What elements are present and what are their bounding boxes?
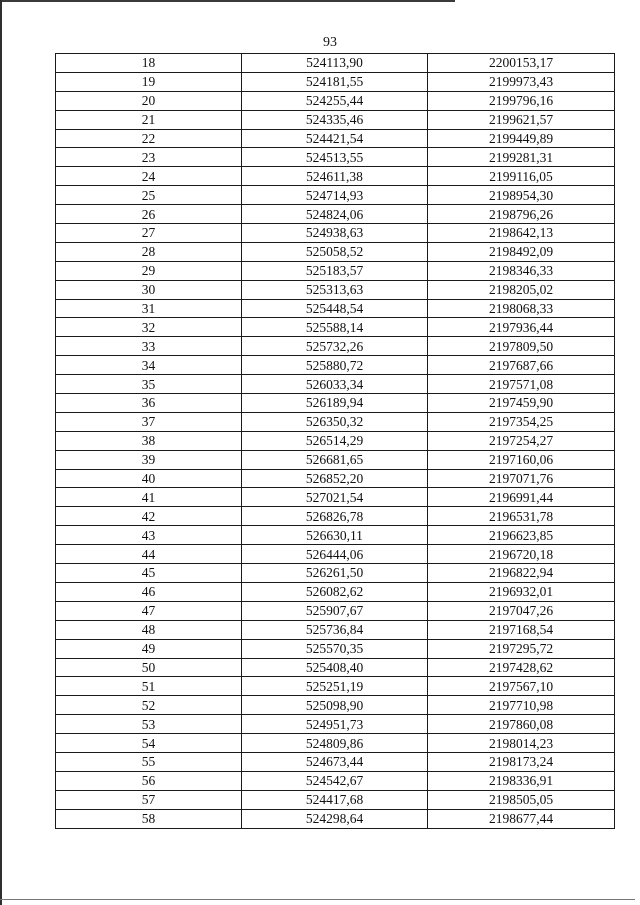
- point-number-cell: 28: [56, 242, 242, 261]
- table-row: [56, 752, 615, 771]
- table-row: [56, 601, 615, 620]
- y-coordinate-cell: 2198954,30: [428, 186, 615, 205]
- x-coordinate-cell: 526681,65: [242, 450, 428, 469]
- coordinates-table: [55, 53, 615, 829]
- table-row: [56, 224, 615, 243]
- table-row: [56, 450, 615, 469]
- table-row: [56, 620, 615, 639]
- table-row: [56, 299, 615, 318]
- table-row: [56, 431, 615, 450]
- point-number-cell: 58: [56, 809, 242, 828]
- point-number-cell: 34: [56, 356, 242, 375]
- y-coordinate-cell: 2200153,17: [428, 54, 615, 73]
- y-coordinate-cell: 2197687,66: [428, 356, 615, 375]
- table-row: [56, 356, 615, 375]
- point-number-cell: 31: [56, 299, 242, 318]
- table-row: [56, 72, 615, 91]
- y-coordinate-cell: 2197295,72: [428, 639, 615, 658]
- x-coordinate-cell: 525313,63: [242, 280, 428, 299]
- y-coordinate-cell: 2198677,44: [428, 809, 615, 828]
- y-coordinate-cell: 2199281,31: [428, 148, 615, 167]
- x-coordinate-cell: 524611,38: [242, 167, 428, 186]
- x-coordinate-cell: 524335,46: [242, 110, 428, 129]
- x-coordinate-cell: 525251,19: [242, 677, 428, 696]
- coordinates-table-body: [56, 54, 615, 829]
- table-row: [56, 658, 615, 677]
- point-number-cell: 49: [56, 639, 242, 658]
- y-coordinate-cell: 2199621,57: [428, 110, 615, 129]
- y-coordinate-cell: 2198336,91: [428, 771, 615, 790]
- point-number-cell: 53: [56, 715, 242, 734]
- x-coordinate-cell: 524298,64: [242, 809, 428, 828]
- x-coordinate-cell: 525570,35: [242, 639, 428, 658]
- y-coordinate-cell: 2197459,90: [428, 394, 615, 413]
- y-coordinate-cell: 2197710,98: [428, 696, 615, 715]
- y-coordinate-cell: 2198492,09: [428, 242, 615, 261]
- x-coordinate-cell: 527021,54: [242, 488, 428, 507]
- y-coordinate-cell: 2199116,05: [428, 167, 615, 186]
- point-number-cell: 47: [56, 601, 242, 620]
- x-coordinate-cell: 525736,84: [242, 620, 428, 639]
- x-coordinate-cell: 524181,55: [242, 72, 428, 91]
- x-coordinate-cell: 524809,86: [242, 734, 428, 753]
- y-coordinate-cell: 2196531,78: [428, 507, 615, 526]
- table-row: [56, 167, 615, 186]
- point-number-cell: 19: [56, 72, 242, 91]
- y-coordinate-cell: 2197571,08: [428, 375, 615, 394]
- point-number-cell: 21: [56, 110, 242, 129]
- x-coordinate-cell: 524824,06: [242, 205, 428, 224]
- table-row: [56, 696, 615, 715]
- point-number-cell: 54: [56, 734, 242, 753]
- table-row: [56, 582, 615, 601]
- table-row: [56, 91, 615, 110]
- y-coordinate-cell: 2197354,25: [428, 412, 615, 431]
- table-row: [56, 734, 615, 753]
- x-coordinate-cell: 525588,14: [242, 318, 428, 337]
- point-number-cell: 48: [56, 620, 242, 639]
- point-number-cell: 38: [56, 431, 242, 450]
- point-number-cell: 25: [56, 186, 242, 205]
- point-number-cell: 56: [56, 771, 242, 790]
- point-number-cell: 44: [56, 545, 242, 564]
- point-number-cell: 26: [56, 205, 242, 224]
- table-row: [56, 394, 615, 413]
- point-number-cell: 42: [56, 507, 242, 526]
- x-coordinate-cell: 524542,67: [242, 771, 428, 790]
- x-coordinate-cell: 524417,68: [242, 790, 428, 809]
- x-coordinate-cell: 526350,32: [242, 412, 428, 431]
- table-row: [56, 205, 615, 224]
- table-row: [56, 488, 615, 507]
- point-number-cell: 51: [56, 677, 242, 696]
- x-coordinate-cell: 525408,40: [242, 658, 428, 677]
- x-coordinate-cell: 526630,11: [242, 526, 428, 545]
- table-row: [56, 148, 615, 167]
- y-coordinate-cell: 2197567,10: [428, 677, 615, 696]
- table-row: [56, 280, 615, 299]
- point-number-cell: 24: [56, 167, 242, 186]
- point-number-cell: 39: [56, 450, 242, 469]
- y-coordinate-cell: 2197809,50: [428, 337, 615, 356]
- y-coordinate-cell: 2198068,33: [428, 299, 615, 318]
- table-row: [56, 790, 615, 809]
- y-coordinate-cell: 2196991,44: [428, 488, 615, 507]
- y-coordinate-cell: 2197047,26: [428, 601, 615, 620]
- table-row: [56, 412, 615, 431]
- scan-edge-bottom: [0, 899, 635, 900]
- table-row: [56, 186, 615, 205]
- point-number-cell: 30: [56, 280, 242, 299]
- x-coordinate-cell: 526189,94: [242, 394, 428, 413]
- point-number-cell: 46: [56, 582, 242, 601]
- x-coordinate-cell: 526033,34: [242, 375, 428, 394]
- table-row: [56, 809, 615, 828]
- x-coordinate-cell: 525448,54: [242, 299, 428, 318]
- point-number-cell: 52: [56, 696, 242, 715]
- y-coordinate-cell: 2198205,02: [428, 280, 615, 299]
- x-coordinate-cell: 524255,44: [242, 91, 428, 110]
- point-number-cell: 35: [56, 375, 242, 394]
- y-coordinate-cell: 2196720,18: [428, 545, 615, 564]
- y-coordinate-cell: 2197071,76: [428, 469, 615, 488]
- point-number-cell: 22: [56, 129, 242, 148]
- y-coordinate-cell: 2196623,85: [428, 526, 615, 545]
- table-row: [56, 242, 615, 261]
- y-coordinate-cell: 2198642,13: [428, 224, 615, 243]
- y-coordinate-cell: 2197254,27: [428, 431, 615, 450]
- y-coordinate-cell: 2199973,43: [428, 72, 615, 91]
- x-coordinate-cell: 525098,90: [242, 696, 428, 715]
- point-number-cell: 43: [56, 526, 242, 545]
- y-coordinate-cell: 2197168,54: [428, 620, 615, 639]
- point-number-cell: 23: [56, 148, 242, 167]
- y-coordinate-cell: 2196822,94: [428, 564, 615, 583]
- table-row: [56, 129, 615, 148]
- table-row: [56, 337, 615, 356]
- point-number-cell: 45: [56, 564, 242, 583]
- scan-edge-left: [0, 0, 2, 905]
- table-row: [56, 54, 615, 73]
- table-row: [56, 564, 615, 583]
- x-coordinate-cell: 526514,29: [242, 431, 428, 450]
- point-number-cell: 27: [56, 224, 242, 243]
- y-coordinate-cell: 2199796,16: [428, 91, 615, 110]
- point-number-cell: 55: [56, 752, 242, 771]
- y-coordinate-cell: 2198014,23: [428, 734, 615, 753]
- y-coordinate-cell: 2198346,33: [428, 261, 615, 280]
- point-number-cell: 29: [56, 261, 242, 280]
- x-coordinate-cell: 525058,52: [242, 242, 428, 261]
- point-number-cell: 37: [56, 412, 242, 431]
- x-coordinate-cell: 525907,67: [242, 601, 428, 620]
- table-row: [56, 771, 615, 790]
- y-coordinate-cell: 2198173,24: [428, 752, 615, 771]
- point-number-cell: 20: [56, 91, 242, 110]
- table-row: [56, 639, 615, 658]
- x-coordinate-cell: 526444,06: [242, 545, 428, 564]
- table-row: [56, 715, 615, 734]
- table-row: [56, 507, 615, 526]
- table-row: [56, 677, 615, 696]
- x-coordinate-cell: 524938,63: [242, 224, 428, 243]
- y-coordinate-cell: 2198796,26: [428, 205, 615, 224]
- x-coordinate-cell: 525732,26: [242, 337, 428, 356]
- x-coordinate-cell: 524421,54: [242, 129, 428, 148]
- y-coordinate-cell: 2197160,06: [428, 450, 615, 469]
- table-row: [56, 526, 615, 545]
- x-coordinate-cell: 526826,78: [242, 507, 428, 526]
- table-row: [56, 375, 615, 394]
- x-coordinate-cell: 525880,72: [242, 356, 428, 375]
- table-row: [56, 318, 615, 337]
- table-row: [56, 261, 615, 280]
- point-number-cell: 41: [56, 488, 242, 507]
- point-number-cell: 36: [56, 394, 242, 413]
- y-coordinate-cell: 2198505,05: [428, 790, 615, 809]
- table-row: [56, 110, 615, 129]
- x-coordinate-cell: 524113,90: [242, 54, 428, 73]
- x-coordinate-cell: 524513,55: [242, 148, 428, 167]
- table-row: [56, 469, 615, 488]
- y-coordinate-cell: 2197860,08: [428, 715, 615, 734]
- point-number-cell: 18: [56, 54, 242, 73]
- x-coordinate-cell: 526261,50: [242, 564, 428, 583]
- point-number-cell: 50: [56, 658, 242, 677]
- y-coordinate-cell: 2199449,89: [428, 129, 615, 148]
- x-coordinate-cell: 526852,20: [242, 469, 428, 488]
- x-coordinate-cell: 526082,62: [242, 582, 428, 601]
- scan-edge-top: [0, 0, 455, 2]
- x-coordinate-cell: 525183,57: [242, 261, 428, 280]
- point-number-cell: 32: [56, 318, 242, 337]
- y-coordinate-cell: 2197428,62: [428, 658, 615, 677]
- y-coordinate-cell: 2196932,01: [428, 582, 615, 601]
- page-number: 93: [323, 35, 337, 50]
- table-row: [56, 545, 615, 564]
- point-number-cell: 33: [56, 337, 242, 356]
- point-number-cell: 40: [56, 469, 242, 488]
- y-coordinate-cell: 2197936,44: [428, 318, 615, 337]
- x-coordinate-cell: 524673,44: [242, 752, 428, 771]
- x-coordinate-cell: 524951,73: [242, 715, 428, 734]
- x-coordinate-cell: 524714,93: [242, 186, 428, 205]
- point-number-cell: 57: [56, 790, 242, 809]
